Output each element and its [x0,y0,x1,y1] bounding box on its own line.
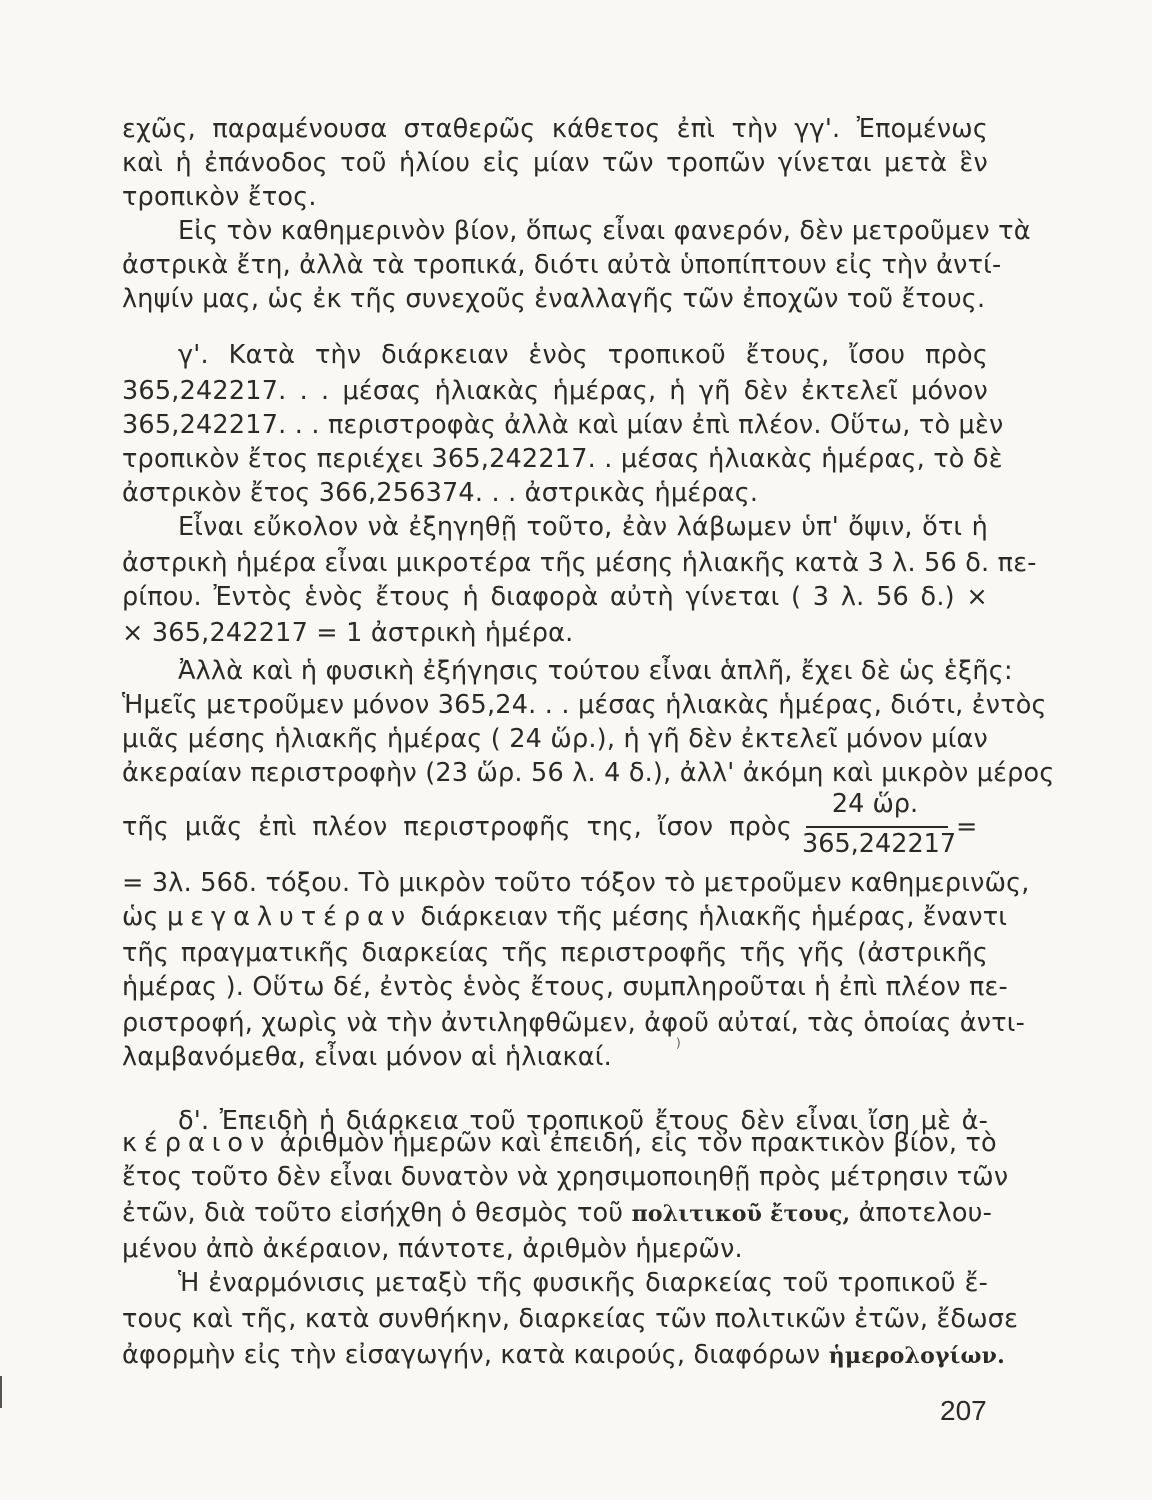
page-number: 207 [940,1395,987,1426]
text-line: ριστροφή, χωρὶς νὰ τὴν ἀντιληφθῶμεν, ἀφοῦ αὐταί, τὰς ὁποίας ἀντι- [122,1008,1026,1038]
text-fragment: δ'. Ἐπειδὴ ἡ διάρκεια τοῦ τροπικοῦ ἔτους δὲν εἶναι ἴση μὲ ἀ- [178,1106,988,1136]
text-line: × 365,242217 = 1 ἀστρικὴ ἡμέρα. [122,618,574,648]
text-fragment: ὡς [122,902,159,932]
text-line [122,900,1008,934]
text-line: μένου ἀπὸ ἀκέραιον, πάντοτε, ἀριθμὸν ἡμερῶν. [122,1234,743,1264]
emphasized-word: κέραιον [122,1128,272,1158]
text-line: ἀστρικὸν ἔτος 366,256374. . . ἀστρικὰς ἡμέρας. [122,478,759,508]
text-fragment: ἀφορμὴν εἰς τὴν εἰσαγωγήν, κατὰ καιρούς, διαφόρων [122,1340,821,1370]
text-line: Ἡμεῖς μετροῦμεν μόνον 365,24. . . μέσας ἡλιακὰς ἡμέρας, διότι, ἐντὸς [122,690,1047,720]
text-line: καὶ ἡ ἐπάνοδος τοῦ ἡλίου εἰς μίαν τῶν τροπῶν γίνεται μετὰ ἓν [122,148,988,178]
text-line: ἔτος τοῦτο δὲν εἶναι δυνατὸν νὰ χρησιμοποιηθῇ πρὸς μέτρησιν τῶν [122,1162,1009,1192]
text-line: γ'. Κατὰ τὴν διάρκειαν ἑνὸς τροπικοῦ ἔτους, ἴσου πρὸς [178,340,988,370]
bold-term: ἡμερολογίων. [828,1343,1006,1369]
text-line [122,1126,997,1160]
text-line: τῆς πραγματικῆς διαρκείας τῆς περιστροφῆς τῆς γῆς (ἀστρικῆς [122,938,988,968]
text-fragment: ἐτῶν, διὰ τοῦτο εἰσήχθη ὁ θεσμὸς τοῦ [122,1198,624,1228]
text-line: τους καὶ τῆς, κατὰ συνθήκην, διαρκείας τῶν πολιτικῶν ἐτῶν, ἔδωσε [122,1304,1019,1334]
text-line: ληψίν μας, ὡς ἐκ τῆς συνεχοῦς ἐναλλαγῆς τῶν ἐποχῶν τοῦ ἔτους. [122,284,986,314]
text-line: 365,242217. . . περιστροφὰς ἀλλὰ καὶ μίαν ἐπὶ πλέον. Οὕτω, τὸ μὲν [122,410,1004,440]
text-line: ἡμέρας ). Οὕτω δέ, ἐντὸς ἑνὸς ἔτους, συμπληροῦται ἡ ἐπὶ πλέον πε- [122,972,1008,1002]
text-line: = 3λ. 56δ. τόξου. Τὸ μικρὸν τοῦτο τόξον τὸ μετροῦμεν καθημερινῶς, [122,868,1030,898]
text-fragment: ἀριθμὸν ἡμερῶν καὶ ἐπειδή, εἰς τὸν πρακτικὸν βίον, τὸ [279,1128,997,1158]
text-line: μιᾶς μέσης ἡλιακῆς ἡμέρας ( 24 ὥρ.), ἡ γῆ δὲν ἐκτελεῖ μόνον μίαν [122,724,988,754]
scan-edge-mark [0,1376,2,1408]
text-line: Εἰς τὸν καθημερινὸν βίον, ὅπως εἶναι φανερόν, δὲν μετροῦμεν τὰ [178,216,1031,246]
fraction-numerator: 24 ὥρ. [831,789,919,819]
text-line: Ἀλλὰ καὶ ἡ φυσικὴ ἐξήγησις τούτου εἶναι ἁπλῆ, ἔχει δὲ ὡς ἑξῆς: [178,656,1013,686]
text-line [122,1338,1006,1373]
bold-term: πολιτικοῦ ἔτους, [631,1201,851,1227]
text-line [122,1196,992,1231]
text-line: ἀκεραίαν περιστροφὴν (23 ὥρ. 56 λ. 4 δ.), ἀλλ' ἀκόμη καὶ μικρὸν μέρος [122,758,1055,788]
text-line: τῆς μιᾶς ἐπὶ πλέον περιστροφῆς της, ἴσον πρὸς [122,812,792,842]
stray-mark: ) [676,1036,681,1050]
text-line: τροπικὸν ἔτος. [122,182,317,212]
equals-sign: = [956,812,978,842]
text-line: εχῶς, παραμένουσα σταθερῶς κάθετος ἐπὶ τὴν γγ'. Ἐπομένως [122,114,988,144]
fraction-denominator: 365,242217 [802,829,957,859]
text-line: Ἡ ἐναρμόνισις μεταξὺ τῆς φυσικῆς διαρκείας τοῦ τροπικοῦ ἔ- [178,1268,988,1298]
text-fragment: ἀποτελου- [858,1198,992,1228]
text-fragment: διάρκειαν τῆς μέσης ἡλιακῆς ἡμέρας, ἔναντι [420,902,1008,932]
emphasized-word: μεγαλυτέραν [167,902,413,932]
text-line: λαμβανόμεθα, εἶναι μόνον αἱ ἡλιακαί. [122,1042,612,1072]
text-line: ἀστρικὴ ἡμέρα εἶναι μικροτέρα τῆς μέσης ἡλιακῆς κατὰ 3 λ. 56 δ. πε- [122,548,1037,578]
text-line: 365,242217. . . μέσας ἡλιακὰς ἡμέρας, ἡ γῆ δὲν ἐκτελεῖ μόνον [122,376,988,406]
text-line: ἀστρικὰ ἔτη, ἀλλὰ τὰ τροπικά, διότι αὐτὰ ὑποπίπτουν εἰς τὴν ἀντί- [122,250,1002,280]
text-line: τροπικὸν ἔτος περιέχει 365,242217. . μέσας ἡλιακὰς ἡμέρας, τὸ δὲ [122,444,1003,474]
text-line: ρίπου. Ἐντὸς ἑνὸς ἔτους ἡ διαφορὰ αὐτὴ γίνεται ( 3 λ. 56 δ.) × [122,582,988,612]
text-line: Εἶναι εὔκολον νὰ ἐξηγηθῇ τοῦτο, ἐὰν λάβωμεν ὑπ' ὄψιν, ὅτι ἡ [178,512,988,542]
